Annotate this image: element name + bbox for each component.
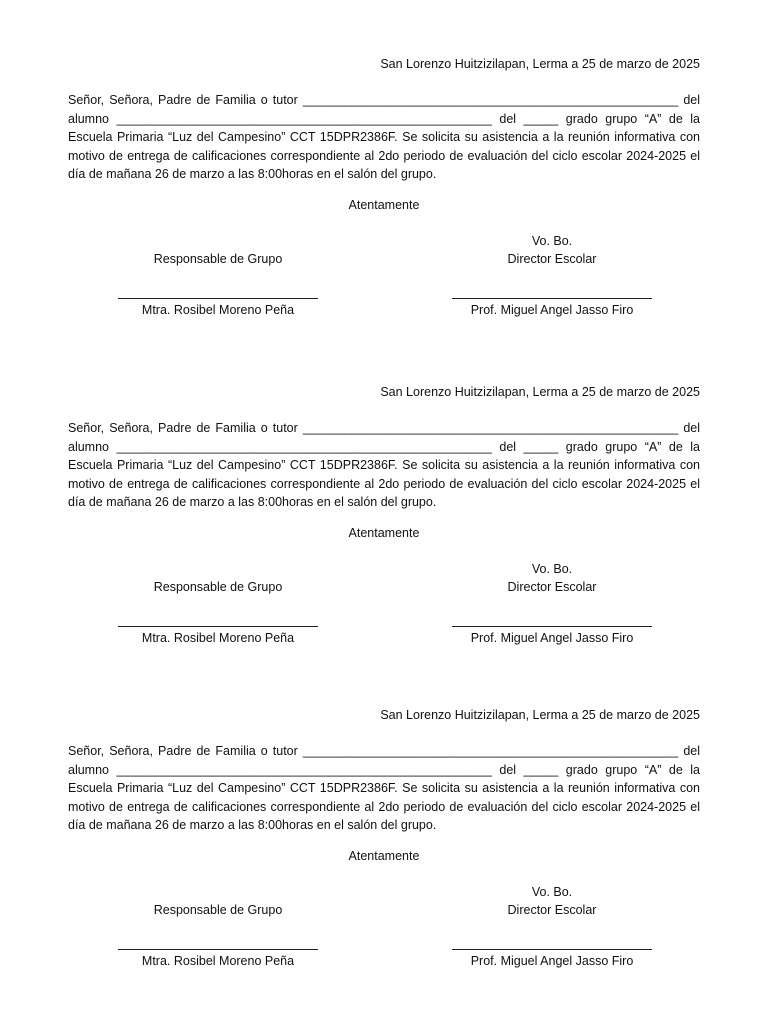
signature-role: Responsable de Grupo bbox=[153, 903, 283, 917]
signature-line bbox=[118, 949, 318, 950]
signature-line bbox=[118, 298, 318, 299]
notice-3 bbox=[0, 706, 768, 1026]
notice-1 bbox=[0, 55, 768, 375]
closing: Atentamente bbox=[348, 849, 420, 863]
notice-body: Señor, Señora, Padre de Familia o tutor ______________________________________________________ del alumno ______________________________________________________ del _____ grado grupo “A” de la Escuela Primaria “Luz del Campesino” CCT 15DPR2386F. Se solicita su asistencia a la reunión informativa con motivo de entrega de calificaciones correspondiente al 2do periodo de evaluación del ciclo escolar 2024-2025 el día de mañana 26 de marzo a las 8:00horas en el salón del grupo. bbox=[68, 744, 700, 833]
notice-body: Señor, Señora, Padre de Familia o tutor ______________________________________________________ del alumno ______________________________________________________ del _____ grado grupo “A” de la Escuela Primaria “Luz del Campesino” CCT 15DPR2386F. Se solicita su asistencia a la reunión informativa con motivo de entrega de calificaciones correspondiente al 2do periodo de evaluación del ciclo escolar 2024-2025 el día de mañana 26 de marzo a las 8:00horas en el salón del grupo. bbox=[68, 421, 700, 510]
signature-line bbox=[452, 949, 652, 950]
signature-name: Prof. Miguel Angel Jasso Firo bbox=[470, 631, 634, 645]
signature-line bbox=[452, 298, 652, 299]
signature-role: Director Escolar bbox=[507, 580, 597, 594]
approval-label: Vo. Bo. bbox=[531, 234, 573, 248]
closing: Atentamente bbox=[348, 198, 420, 212]
signature-role: Responsable de Grupo bbox=[153, 252, 283, 266]
notice-body: Señor, Señora, Padre de Familia o tutor ______________________________________________________ del alumno ______________________________________________________ del _____ grado grupo “A” de la Escuela Primaria “Luz del Campesino” CCT 15DPR2386F. Se solicita su asistencia a la reunión informativa con motivo de entrega de calificaciones correspondiente al 2do periodo de evaluación del ciclo escolar 2024-2025 el día de mañana 26 de marzo a las 8:00horas en el salón del grupo. bbox=[68, 93, 700, 182]
signature-role: Director Escolar bbox=[507, 252, 597, 266]
signature-role: Responsable de Grupo bbox=[153, 580, 283, 594]
signature-name: Prof. Miguel Angel Jasso Firo bbox=[470, 954, 634, 968]
date-line: San Lorenzo Huitzizilapan, Lerma a 25 de marzo de 2025 bbox=[380, 385, 700, 399]
date-line: San Lorenzo Huitzizilapan, Lerma a 25 de marzo de 2025 bbox=[380, 708, 700, 722]
approval-label: Vo. Bo. bbox=[531, 562, 573, 576]
signature-role: Director Escolar bbox=[507, 903, 597, 917]
approval-label: Vo. Bo. bbox=[531, 885, 573, 899]
date-line: San Lorenzo Huitzizilapan, Lerma a 25 de marzo de 2025 bbox=[380, 57, 700, 71]
signature-name: Mtra. Rosibel Moreno Peña bbox=[141, 954, 295, 968]
signature-name: Mtra. Rosibel Moreno Peña bbox=[141, 631, 295, 645]
closing: Atentamente bbox=[348, 526, 420, 540]
signature-name: Mtra. Rosibel Moreno Peña bbox=[141, 303, 295, 317]
notice-2 bbox=[0, 383, 768, 703]
signature-line bbox=[118, 626, 318, 627]
signature-name: Prof. Miguel Angel Jasso Firo bbox=[470, 303, 634, 317]
signature-line bbox=[452, 626, 652, 627]
